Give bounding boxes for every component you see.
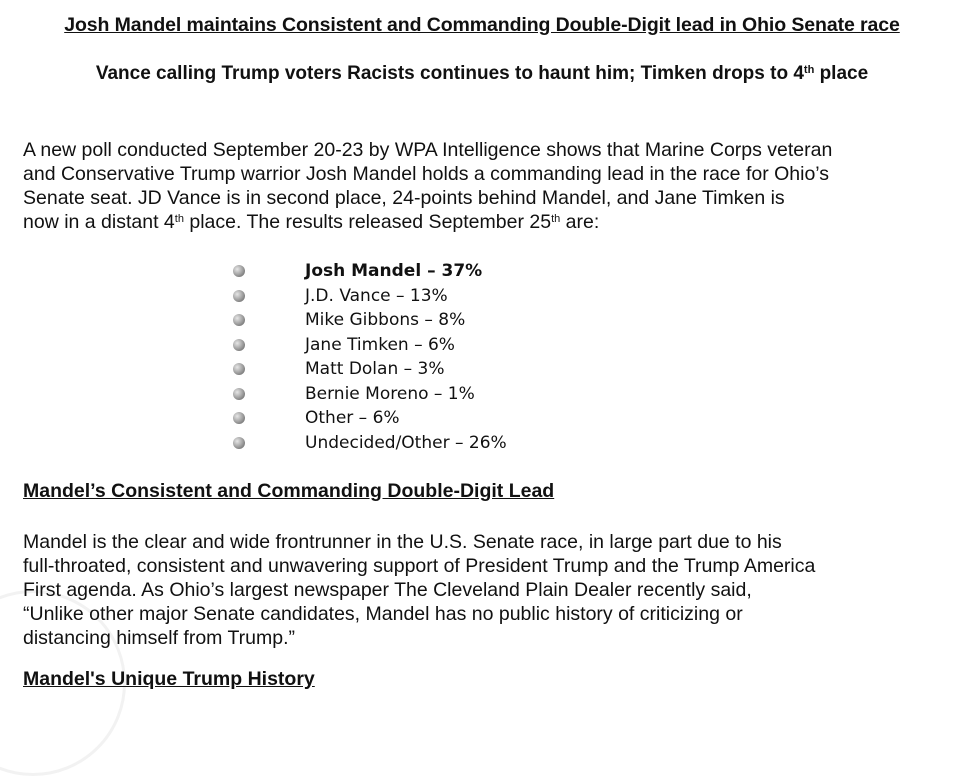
poll-result-text: Josh Mandel – 37% (305, 261, 483, 281)
poll-result-text: Mike Gibbons – 8% (305, 310, 466, 330)
intro-line-4-part-c: are: (560, 211, 600, 233)
intro-line-3: Senate seat. JD Vance is in second place, 24-points behind Mandel, and Jane Timken is (23, 187, 785, 209)
intro-line-4-part-b: place. The results released September 25 (183, 211, 552, 233)
next-section-heading-cut-off: Mandel's Unique Trump History (23, 668, 315, 690)
bullet-icon (233, 363, 245, 375)
poll-result-item (233, 308, 507, 333)
bullet-icon (233, 339, 245, 351)
bullet-icon (233, 437, 245, 449)
section-line-5: distancing himself from Trump.” (23, 627, 296, 649)
poll-result-text: J.D. Vance – 13% (305, 285, 448, 306)
poll-result-item (233, 357, 507, 382)
intro-line-4 (23, 210, 943, 234)
bullet-icon (233, 265, 245, 277)
poll-result-text: Jane Timken – 6% (305, 334, 455, 355)
poll-result-text: Matt Dolan – 3% (305, 359, 445, 379)
section-heading: Mandel’s Consistent and Commanding Double-Digit Lead (23, 480, 555, 502)
section-line-2: full-throated, consistent and unwavering support of President Trump and the Trump America (23, 555, 816, 577)
poll-result-text: Bernie Moreno – 1% (305, 383, 475, 404)
poll-result-item (233, 431, 507, 456)
section-line-3: First agenda. As Ohio’s largest newspaper The Cleveland Plain Dealer recently said, (23, 579, 752, 601)
poll-result-item (233, 259, 507, 284)
poll-result-item (233, 284, 507, 309)
bullet-icon (233, 314, 245, 326)
poll-result-item (233, 382, 507, 407)
poll-result-text: Other – 6% (305, 408, 400, 428)
subheadline-ordinal: th (803, 64, 815, 76)
intro-ordinal-2: th (551, 213, 561, 225)
intro-line-4-part-a: now in a distant 4 (23, 211, 175, 233)
poll-result-text: Undecided/Other – 26% (305, 432, 507, 453)
section-line-1: Mandel is the clear and wide frontrunner in the U.S. Senate race, in large part due to his (23, 531, 782, 553)
bullet-icon (233, 412, 245, 424)
intro-line-2: and Conservative Trump warrior Josh Mandel holds a commanding lead in the race for Ohio’s (23, 163, 830, 185)
intro-ordinal-1: th (174, 213, 184, 225)
section-line-4: “Unlike other major Senate candidates, Mandel has no public history of criticizing or (23, 603, 743, 625)
intro-paragraph (23, 138, 943, 234)
subheadline (0, 63, 964, 85)
subheadline-text: Vance calling Trump voters Racists continues to haunt him; Timken drops to 4 (95, 63, 804, 84)
bullet-icon (233, 290, 245, 302)
section-paragraph (23, 530, 943, 650)
intro-line-1: A new poll conducted September 20-23 by WPA Intelligence shows that Marine Corps veteran (23, 139, 833, 161)
headline: Josh Mandel maintains Consistent and Commanding Double-Digit lead in Ohio Senate race (64, 14, 900, 36)
bullet-icon (233, 388, 245, 400)
poll-results-list (233, 259, 507, 455)
poll-result-item (233, 406, 507, 431)
poll-result-item (233, 333, 507, 358)
subheadline-end: place (814, 63, 869, 84)
